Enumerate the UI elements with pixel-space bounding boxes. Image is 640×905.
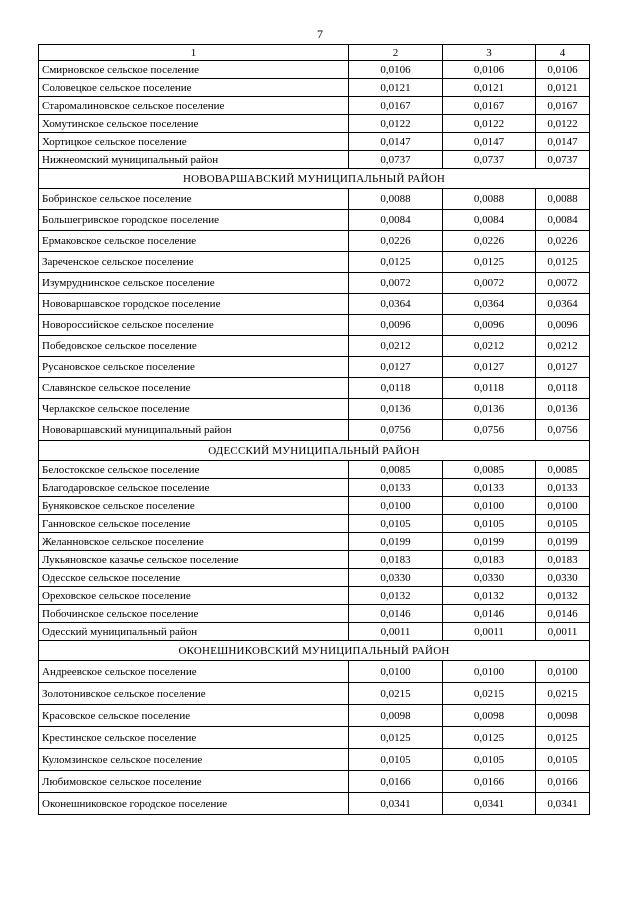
settlement-name-cell: Нововаршавское городское поселение [39, 294, 349, 315]
settlement-name-cell: Лукьяновское казачье сельское поселение [39, 551, 349, 569]
value-col4-cell: 0,0096 [536, 315, 590, 336]
value-col2-cell: 0,0084 [349, 210, 443, 231]
value-col2-cell: 0,0100 [349, 497, 443, 515]
value-col2-cell: 0,0215 [349, 683, 443, 705]
table-row [39, 569, 590, 587]
value-col2-cell: 0,0133 [349, 479, 443, 497]
value-col3-cell: 0,0096 [443, 315, 536, 336]
value-col2-cell: 0,0106 [349, 61, 443, 79]
value-col2-cell: 0,0136 [349, 399, 443, 420]
settlement-name-cell: Хомутинское сельское поселение [39, 115, 349, 133]
settlement-name-cell: Хортицкое сельское поселение [39, 133, 349, 151]
table-row [39, 793, 590, 815]
settlement-name-cell: Большегривское городское поселение [39, 210, 349, 231]
page-number: 7 [317, 27, 323, 41]
value-col2-cell: 0,0121 [349, 79, 443, 97]
value-col4-cell: 0,0132 [536, 587, 590, 605]
settlement-name-cell: Крестинское сельское поселение [39, 727, 349, 749]
table-row [39, 294, 590, 315]
settlement-name-cell: Ореховское сельское поселение [39, 587, 349, 605]
value-col3-cell: 0,0088 [443, 189, 536, 210]
value-col2-cell: 0,0756 [349, 420, 443, 441]
settlement-name-cell: Ермаковское сельское поселение [39, 231, 349, 252]
value-col4-cell: 0,0088 [536, 189, 590, 210]
settlement-name-cell: Изумруднинское сельское поселение [39, 273, 349, 294]
value-col2-cell: 0,0098 [349, 705, 443, 727]
settlement-name-cell: Андреевское сельское поселение [39, 661, 349, 683]
value-col2-cell: 0,0737 [349, 151, 443, 169]
table-row [39, 497, 590, 515]
value-col3-cell: 0,0106 [443, 61, 536, 79]
section-title: ОКОНЕШНИКОВСКИЙ МУНИЦИПАЛЬНЫЙ РАЙОН [39, 641, 590, 661]
header-cell-1: 1 [39, 45, 349, 61]
value-col2-cell: 0,0127 [349, 357, 443, 378]
table-row [39, 252, 590, 273]
value-col4-cell: 0,0226 [536, 231, 590, 252]
value-col4-cell: 0,0105 [536, 515, 590, 533]
value-col3-cell: 0,0122 [443, 115, 536, 133]
table-row [39, 79, 590, 97]
section-title: ОДЕССКИЙ МУНИЦИПАЛЬНЫЙ РАЙОН [39, 441, 590, 461]
settlement-name-cell: Ганновское сельское поселение [39, 515, 349, 533]
value-col3-cell: 0,0146 [443, 605, 536, 623]
table-row [39, 151, 590, 169]
section-row [39, 169, 590, 189]
table-row [39, 115, 590, 133]
table-row [39, 551, 590, 569]
value-col3-cell: 0,0072 [443, 273, 536, 294]
settlement-name-cell: Куломзинское сельское поселение [39, 749, 349, 771]
value-col3-cell: 0,0226 [443, 231, 536, 252]
value-col3-cell: 0,0105 [443, 515, 536, 533]
table-row [39, 61, 590, 79]
settlement-name-cell: Желанновское сельское поселение [39, 533, 349, 551]
value-col4-cell: 0,0167 [536, 97, 590, 115]
value-col4-cell: 0,0072 [536, 273, 590, 294]
value-col4-cell: 0,0341 [536, 793, 590, 815]
table-row [39, 749, 590, 771]
value-col2-cell: 0,0212 [349, 336, 443, 357]
value-col3-cell: 0,0215 [443, 683, 536, 705]
table-row [39, 357, 590, 378]
table-row [39, 587, 590, 605]
settlement-name-cell: Буняковское сельское поселение [39, 497, 349, 515]
value-col4-cell: 0,0199 [536, 533, 590, 551]
table-row [39, 533, 590, 551]
value-col4-cell: 0,0136 [536, 399, 590, 420]
settlement-name-cell: Нововаршавский муниципальный район [39, 420, 349, 441]
table-row [39, 97, 590, 115]
value-col3-cell: 0,0136 [443, 399, 536, 420]
table-row [39, 189, 590, 210]
value-col2-cell: 0,0085 [349, 461, 443, 479]
table-row [39, 461, 590, 479]
header-cell-3: 3 [443, 45, 536, 61]
value-col4-cell: 0,0133 [536, 479, 590, 497]
value-col4-cell: 0,0364 [536, 294, 590, 315]
value-col2-cell: 0,0105 [349, 749, 443, 771]
value-col2-cell: 0,0341 [349, 793, 443, 815]
settlement-name-cell: Одесское сельское поселение [39, 569, 349, 587]
settlement-name-cell: Нижнеомский муниципальный район [39, 151, 349, 169]
value-col2-cell: 0,0147 [349, 133, 443, 151]
settlement-name-cell: Побочинское сельское поселение [39, 605, 349, 623]
value-col3-cell: 0,0341 [443, 793, 536, 815]
table-row [39, 336, 590, 357]
table-body [39, 45, 590, 815]
table-row [39, 210, 590, 231]
table-row [39, 623, 590, 641]
value-col4-cell: 0,0737 [536, 151, 590, 169]
header-row [39, 45, 590, 61]
value-col3-cell: 0,0199 [443, 533, 536, 551]
value-col3-cell: 0,0183 [443, 551, 536, 569]
value-col3-cell: 0,0166 [443, 771, 536, 793]
value-col3-cell: 0,0127 [443, 357, 536, 378]
value-col3-cell: 0,0756 [443, 420, 536, 441]
table-row [39, 315, 590, 336]
value-col3-cell: 0,0105 [443, 749, 536, 771]
settlement-name-cell: Оконешниковское городское поселение [39, 793, 349, 815]
settlement-name-cell: Смирновское сельское поселение [39, 61, 349, 79]
value-col2-cell: 0,0072 [349, 273, 443, 294]
value-col2-cell: 0,0330 [349, 569, 443, 587]
value-col4-cell: 0,0098 [536, 705, 590, 727]
value-col4-cell: 0,0212 [536, 336, 590, 357]
table-row [39, 133, 590, 151]
value-col3-cell: 0,0167 [443, 97, 536, 115]
settlement-name-cell: Славянское сельское поселение [39, 378, 349, 399]
table-row [39, 727, 590, 749]
value-col3-cell: 0,0085 [443, 461, 536, 479]
table-row [39, 705, 590, 727]
value-col3-cell: 0,0132 [443, 587, 536, 605]
section-row [39, 441, 590, 461]
value-col4-cell: 0,0122 [536, 115, 590, 133]
value-col3-cell: 0,0118 [443, 378, 536, 399]
value-col3-cell: 0,0100 [443, 661, 536, 683]
settlement-name-cell: Старомалиновское сельское поселение [39, 97, 349, 115]
value-col4-cell: 0,0125 [536, 727, 590, 749]
value-col2-cell: 0,0166 [349, 771, 443, 793]
settlement-name-cell: Зареченское сельское поселение [39, 252, 349, 273]
table-row [39, 515, 590, 533]
table-row [39, 399, 590, 420]
value-col2-cell: 0,0118 [349, 378, 443, 399]
settlement-name-cell: Благодаровское сельское поселение [39, 479, 349, 497]
value-col4-cell: 0,0121 [536, 79, 590, 97]
value-col2-cell: 0,0167 [349, 97, 443, 115]
section-title: НОВОВАРШАВСКИЙ МУНИЦИПАЛЬНЫЙ РАЙОН [39, 169, 590, 189]
value-col3-cell: 0,0121 [443, 79, 536, 97]
value-col2-cell: 0,0105 [349, 515, 443, 533]
settlement-name-cell: Соловецкое сельское поселение [39, 79, 349, 97]
value-col4-cell: 0,0756 [536, 420, 590, 441]
value-col4-cell: 0,0147 [536, 133, 590, 151]
settlement-name-cell: Черлакское сельское поселение [39, 399, 349, 420]
settlement-name-cell: Победовское сельское поселение [39, 336, 349, 357]
header-cell-2: 2 [349, 45, 443, 61]
value-col3-cell: 0,0125 [443, 727, 536, 749]
value-col3-cell: 0,0125 [443, 252, 536, 273]
settlement-name-cell: Русановское сельское поселение [39, 357, 349, 378]
table-row [39, 605, 590, 623]
value-col4-cell: 0,0106 [536, 61, 590, 79]
value-col4-cell: 0,0100 [536, 497, 590, 515]
value-col2-cell: 0,0096 [349, 315, 443, 336]
settlement-name-cell: Новороссийское сельское поселение [39, 315, 349, 336]
value-col2-cell: 0,0011 [349, 623, 443, 641]
value-col2-cell: 0,0122 [349, 115, 443, 133]
section-row [39, 641, 590, 661]
settlement-name-cell: Одесский муниципальный район [39, 623, 349, 641]
value-col3-cell: 0,0133 [443, 479, 536, 497]
value-col3-cell: 0,0330 [443, 569, 536, 587]
table-row [39, 231, 590, 252]
settlement-name-cell: Любимовское сельское поселение [39, 771, 349, 793]
value-col4-cell: 0,0100 [536, 661, 590, 683]
value-col3-cell: 0,0212 [443, 336, 536, 357]
table-row [39, 771, 590, 793]
value-col2-cell: 0,0364 [349, 294, 443, 315]
value-col2-cell: 0,0226 [349, 231, 443, 252]
value-col2-cell: 0,0146 [349, 605, 443, 623]
value-col4-cell: 0,0085 [536, 461, 590, 479]
table-row [39, 479, 590, 497]
value-col2-cell: 0,0199 [349, 533, 443, 551]
value-col4-cell: 0,0125 [536, 252, 590, 273]
value-col4-cell: 0,0183 [536, 551, 590, 569]
value-col4-cell: 0,0166 [536, 771, 590, 793]
value-col2-cell: 0,0132 [349, 587, 443, 605]
header-cell-4: 4 [536, 45, 590, 61]
settlement-name-cell: Белостокское сельское поселение [39, 461, 349, 479]
value-col2-cell: 0,0183 [349, 551, 443, 569]
value-col4-cell: 0,0118 [536, 378, 590, 399]
value-col3-cell: 0,0098 [443, 705, 536, 727]
table-row [39, 661, 590, 683]
value-col4-cell: 0,0330 [536, 569, 590, 587]
table-row [39, 420, 590, 441]
value-col4-cell: 0,0127 [536, 357, 590, 378]
table-row [39, 378, 590, 399]
settlement-name-cell: Красовское сельское поселение [39, 705, 349, 727]
value-col2-cell: 0,0088 [349, 189, 443, 210]
settlement-name-cell: Золотонивское сельское поселение [39, 683, 349, 705]
value-col3-cell: 0,0364 [443, 294, 536, 315]
coefficients-table [38, 44, 590, 815]
value-col4-cell: 0,0215 [536, 683, 590, 705]
value-col3-cell: 0,0737 [443, 151, 536, 169]
value-col3-cell: 0,0011 [443, 623, 536, 641]
value-col4-cell: 0,0011 [536, 623, 590, 641]
value-col2-cell: 0,0125 [349, 727, 443, 749]
value-col3-cell: 0,0100 [443, 497, 536, 515]
value-col4-cell: 0,0084 [536, 210, 590, 231]
value-col3-cell: 0,0147 [443, 133, 536, 151]
value-col2-cell: 0,0100 [349, 661, 443, 683]
table-row [39, 683, 590, 705]
value-col2-cell: 0,0125 [349, 252, 443, 273]
table-row [39, 273, 590, 294]
value-col3-cell: 0,0084 [443, 210, 536, 231]
value-col4-cell: 0,0105 [536, 749, 590, 771]
value-col4-cell: 0,0146 [536, 605, 590, 623]
settlement-name-cell: Бобринское сельское поселение [39, 189, 349, 210]
